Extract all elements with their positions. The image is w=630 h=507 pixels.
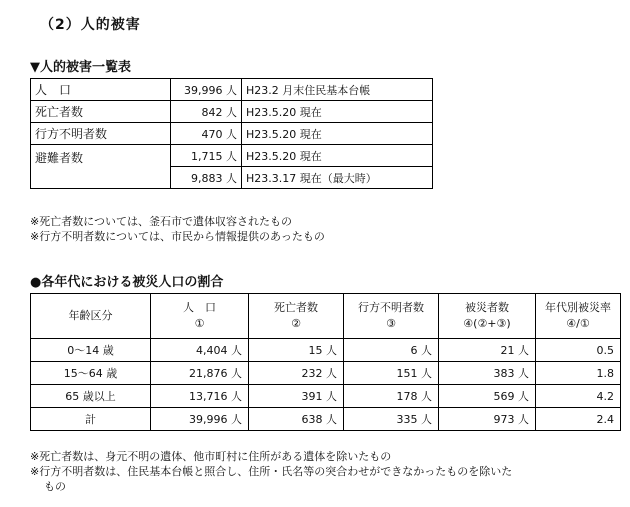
age-cell: 65 歳以上 [31,385,151,408]
row-value: 9,883 人 [171,167,242,189]
rate-cell: 2.4 [536,408,621,431]
age-cell: 0～14 歳 [31,339,151,362]
row-label: 人 口 [31,79,171,101]
ratio-table-heading: ●各年代における被災人口の割合 [30,275,224,290]
note-line: ※行方不明者数は、住民基本台帳と照合し、住所・氏名等の突合わせができなかったものを除いた [30,465,513,478]
table-row [31,123,433,145]
row-source: H23.5.20 現在 [242,101,433,123]
table-header-row [31,294,621,339]
deaths-cell: 232 人 [249,362,344,385]
missing-cell: 178 人 [344,385,439,408]
victims-cell: 973 人 [439,408,536,431]
missing-cell: 151 人 [344,362,439,385]
header-age-group: 年齢区分 [31,294,151,339]
row-value: 39,996 人 [171,79,242,101]
header-missing: 行方不明者数 ③ [344,294,439,339]
deaths-cell: 391 人 [249,385,344,408]
victims-cell: 383 人 [439,362,536,385]
table-row [31,339,621,362]
population-cell: 4,404 人 [151,339,249,362]
table-row [31,79,433,101]
summary-notes [30,214,325,244]
ratio-notes [30,449,512,494]
table-row [31,145,433,167]
victims-cell: 569 人 [439,385,536,408]
row-source: H23.5.20 現在 [242,123,433,145]
summary-table [30,78,433,189]
table-total-row [31,408,621,431]
table-row [31,385,621,408]
age-cell: 15～64 歳 [31,362,151,385]
missing-cell: 6 人 [344,339,439,362]
note-line: ※死亡者数については、釜石市で遺体収容されたもの [30,215,292,228]
row-label: 死亡者数 [31,101,171,123]
row-value: 1,715 人 [171,145,242,167]
rate-cell: 4.2 [536,385,621,408]
row-value: 842 人 [171,101,242,123]
deaths-cell: 638 人 [249,408,344,431]
row-label: 行方不明者数 [31,123,171,145]
header-population: 人 口 ① [151,294,249,339]
header-deaths: 死亡者数 ② [249,294,344,339]
population-cell: 39,996 人 [151,408,249,431]
ratio-table [30,293,621,431]
row-value: 470 人 [171,123,242,145]
deaths-cell: 15 人 [249,339,344,362]
age-cell: 計 [31,408,151,431]
population-cell: 13,716 人 [151,385,249,408]
table-row [31,362,621,385]
row-source: H23.3.17 現在（最大時） [242,167,433,189]
note-line: ※死亡者数は、身元不明の遺体、他市町村に住所がある遺体を除いたもの [30,450,392,463]
note-line: ※行方不明者数については、市民から情報提供のあったもの [30,230,325,243]
missing-cell: 335 人 [344,408,439,431]
row-label: 避難者数 [31,145,171,189]
row-source: H23.2 月末住民基本台帳 [242,79,433,101]
section-title: （2）人的被害 [40,17,141,33]
row-source: H23.5.20 現在 [242,145,433,167]
note-line: もの [44,480,66,493]
rate-cell: 0.5 [536,339,621,362]
header-victims: 被災者数 ④(②+③) [439,294,536,339]
header-rate: 年代別被災率 ④/① [536,294,621,339]
rate-cell: 1.8 [536,362,621,385]
table-row [31,101,433,123]
population-cell: 21,876 人 [151,362,249,385]
summary-table-heading: ▼人的被害一覧表 [30,60,131,75]
victims-cell: 21 人 [439,339,536,362]
